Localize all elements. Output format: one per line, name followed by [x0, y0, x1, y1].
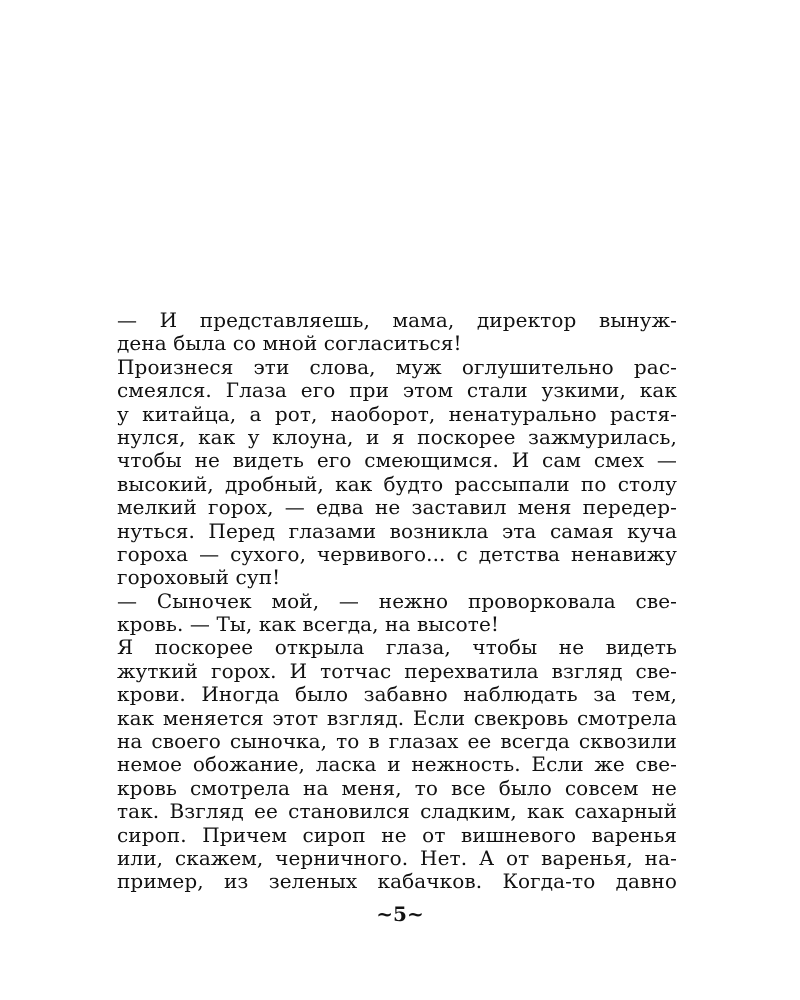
text-line: кровь. — Ты, как всегда, на высоте! [117, 612, 500, 637]
text-line: — И представляешь, мама, директор вынуж- [117, 308, 677, 332]
text-line: дена была со мной согласиться! [117, 331, 462, 356]
text-line: пример, из зеленых кабачков. Когда-то давно [117, 869, 677, 894]
text-line: мелкий горох, — едва не заставил меня передер- [117, 495, 677, 520]
text-line: сироп. Причем сироп не от вишневого варенья [117, 822, 677, 847]
text-line: — Сыночек мой, — нежно проворковала све- [117, 588, 677, 613]
text-line: Я поскорее открыла глаза, чтобы не видеть [117, 635, 677, 660]
text-line: Произнеся эти слова, муж оглушительно рас- [117, 354, 677, 379]
text-line: у китайца, а рот, наоборот, ненатурально растя- [117, 401, 677, 426]
text-line: высокий, дробный, как будто рассыпали по столу [117, 471, 677, 496]
text-line: кровь смотрела на меня, то все было совсем не [117, 775, 677, 800]
text-line: как меняется этот взгляд. Если свекровь смотрела [117, 705, 677, 730]
text-line: нуться. Перед глазами возникла эта самая куча [117, 518, 677, 543]
text-line: немое обожание, ласка и нежность. Если же све- [117, 752, 677, 777]
body-text [117, 309, 677, 894]
text-line: или, скажем, черничного. Нет. А от варенья, на- [117, 845, 677, 870]
text-line: крови. Иногда было забавно наблюдать за тем, [117, 682, 677, 707]
text-line: гороховый суп! [117, 565, 281, 590]
text-line: гороха — сухого, червивого... с детства ненавижу [117, 541, 677, 566]
text-line: жуткий горох. И тотчас перехватила взгляд све- [117, 658, 677, 683]
text-line: так. Взгляд ее становился сладким, как сахарный [117, 799, 677, 824]
text-line: чтобы не видеть его смеющимся. И сам смех — [117, 448, 677, 473]
text-line: на своего сыночка, то в глазах ее всегда сквозили [117, 729, 677, 754]
text-line: смеялся. Глаза его при этом стали узкими, как [117, 378, 677, 403]
text-line: нулся, как у клоуна, и я поскорее зажмурилась, [117, 424, 677, 449]
page-number: ~5~ [376, 902, 424, 926]
